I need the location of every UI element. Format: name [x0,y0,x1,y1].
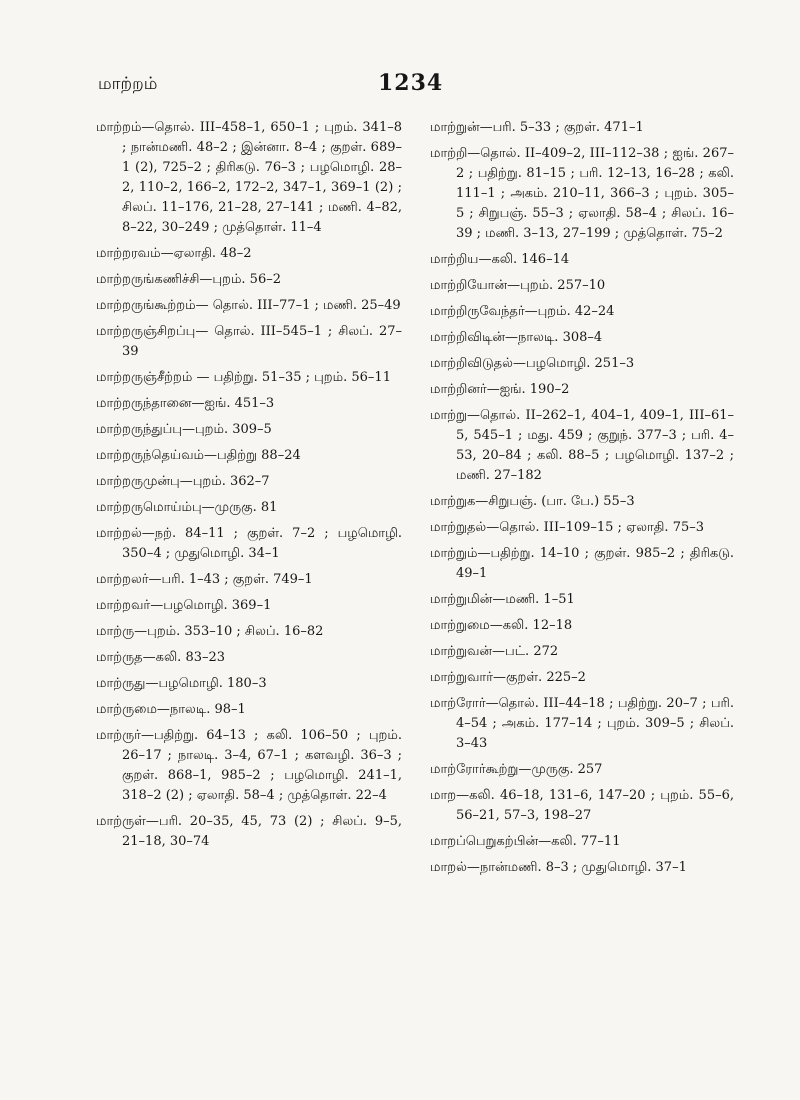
entry-references: —தொல். III–109–15 ; ஏலாதி. 75–3 [486,520,705,535]
entry-references: —பழமொழி. 180–3 [145,676,267,691]
entry-references: —பழமொழி. 251–3 [512,356,635,371]
left-column [96,118,402,858]
index-entry [96,648,402,668]
entry-headword: மாற்ருள் [96,814,146,829]
entry-references: —பரி. 20–35, 45, 73 (2) ; சிலப். 9–5, 21–18, 30–74 [122,814,402,849]
index-entry [96,726,402,806]
entry-headword: மாறப்பெறுகற்பின் [430,834,539,849]
entry-headword: மாற்றிவிடின் [430,330,506,345]
index-entry [96,570,402,590]
entry-headword: மாற்றுதல் [430,520,487,535]
index-entry [430,590,734,610]
entry-headword: மாற்றவர் [96,598,151,613]
entry-headword: மாற்ரோர் [430,696,486,711]
index-entry [430,380,734,400]
entry-references: —புறம். 56–2 [199,272,281,287]
index-entry [430,858,734,878]
entry-headword: மாற்றருஞ்சீற்றம் [96,370,193,385]
entry-references: —பதிற்று. 14–10 ; குறள். 985–2 ; திரிகடு. 49–1 [456,546,734,581]
index-entry [96,700,402,720]
entry-references: —தொல். III–458–1, 650–1 ; புறம். 341–8 ; நான்மணி. 48–2 ; இன்னா. 8–4 ; குறள். 689–1 (2), 725–2 ; திரிகடு. 76–3 ; பழமொழி. 28–2, 110–2, 166–2, 172–2, 347–1, 369–1 (2) ; சிலப். 11–176, 21–28, 27–141 ; மணி. 4–82, 8–22, 30–249 ; முத்தொள். 11–4 [122,120,402,235]
index-entry [96,420,402,440]
index-entry [96,622,402,642]
entry-headword: மாற்றரவம் [96,246,161,261]
entry-headword: மாற்ருத [96,650,143,665]
entry-headword: மாற்றுவார் [430,670,493,685]
index-entry [96,368,402,388]
index-entry [96,812,402,852]
entry-headword: மாற்றருந்தெய்வம் [96,448,204,463]
entry-references: —கலி. 83–23 [142,650,226,665]
entry-references: —தொல். II–262–1, 404–1, 409–1, III–61–5, 545–1 ; மது. 459 ; குறுந். 377–3 ; பரி. 4–53, 20–84 ; கலி. 88–5 ; பழமொழி. 137–2 ; மணி. 27–182 [456,408,734,483]
entry-headword: மாற்றிவிடுதல் [430,356,513,371]
index-entry [96,394,402,414]
entry-headword: மாற்றருங்கணிச்சி [96,272,200,287]
entry-headword: மாற்றருமுன்பு [96,474,180,489]
index-entry [430,760,734,780]
entry-references: —கலி. 77–11 [538,834,621,849]
entry-headword: மாற்ருது [96,676,146,691]
entry-headword: மாற்ரு [96,624,135,639]
entry-headword: மாற்றினர் [430,382,487,397]
entry-headword: மாற்றருஞ்சிறப்பு [96,324,196,339]
entry-references: —புறம். 309–5 [181,422,272,437]
entry-references: —முருகு. 81 [201,500,278,515]
entry-headword: மாற்ருமை [96,702,157,717]
entry-references: —முருகு. 257 [518,762,603,777]
entry-references: —நான்மணி. 8–3 ; முதுமொழி. 37–1 [466,860,687,875]
index-entry [96,472,402,492]
entry-headword: மாற்றியோன் [430,278,508,293]
page-number: 1234 [378,70,444,96]
index-entry [96,674,402,694]
entry-references: —புறம். 353–10 ; சிலப். 16–82 [134,624,324,639]
entry-references: —ஐங். 451–3 [191,396,275,411]
index-entry [430,518,734,538]
entry-references: — தொல். III–545–1 ; சிலப். 27–39 [122,324,402,359]
entry-headword: மாற்றம் [96,120,142,135]
index-entry [430,668,734,688]
entry-headword: மாற்றருமொய்ம்பு [96,500,202,515]
entry-headword: மாற்ரோர்கூற்று [430,762,519,777]
entry-references: —பரி. 1–43 ; குறள். 749–1 [148,572,313,587]
index-entry [430,354,734,374]
entry-references: —புறம். 42–24 [524,304,615,319]
entry-headword: மாற்றுமின் [430,592,493,607]
entry-references: —கலி. 12–18 [489,618,573,633]
entry-references: —கலி. 146–14 [478,252,570,267]
entry-headword: மாற்றருந்துப்பு [96,422,182,437]
index-entry [430,118,734,138]
index-entry [430,492,734,512]
right-column [430,118,734,884]
entry-references: —நாலடி. 308–4 [505,330,603,345]
entry-headword: மாற்றருந்தானை [96,396,192,411]
index-entry [430,302,734,322]
index-entry [430,276,734,296]
index-entry [430,144,734,244]
entry-headword: மாற [430,788,457,803]
entry-headword: மாற்று [430,408,467,423]
entry-references: — பதிற்று. 51–35 ; புறம். 56–11 [192,370,391,385]
entry-headword: மாற்றுன் [430,120,480,135]
entry-references: —ஐங். 190–2 [486,382,570,397]
index-entry [96,446,402,466]
entry-headword: மாற்றிருவேந்தர் [430,304,525,319]
entry-references: —தொல். III–44–18 ; பதிற்று. 20–7 ; பரி. 4–54 ; அகம். 177–14 ; புறம். 309–5 ; சிலப். 3–43 [456,696,734,751]
index-entry [96,270,402,290]
index-entry [430,694,734,754]
entry-references: —புறம். 362–7 [179,474,270,489]
index-entry [430,642,734,662]
entry-references: —பதிற்று. 64–13 ; கலி. 106–50 ; புறம். 26–17 ; நாலடி. 3–4, 67–1 ; களவழி. 36–3 ; குறள். 868–1, 985–2 ; பழமொழி. 241–1, 318–2 (2) ; ஏலாதி. 58–4 ; முத்தொள். 22–4 [122,728,402,803]
entry-references: —ஏலாதி. 48–2 [160,246,252,261]
entry-headword: மாறல் [430,860,467,875]
entry-references: —நற். 84–11 ; குறள். 7–2 ; பழமொழி. 350–4 ; முதுமொழி. 34–1 [122,526,402,561]
index-entry [96,498,402,518]
running-header-word: மாற்றம் [98,74,158,94]
index-entry [430,406,734,486]
entry-references: —குறள். 225–2 [493,670,586,685]
index-entry [430,832,734,852]
entry-references: —மணி. 1–51 [492,592,575,607]
entry-references: —பரி. 5–33 ; குறள். 471–1 [479,120,644,135]
index-entry [430,250,734,270]
index-entry [430,544,734,584]
entry-headword: மாற்றுக [430,494,476,509]
index-entry [96,244,402,264]
entry-headword: மாற்றுமை [430,618,490,633]
entry-references: —பட். 272 [492,644,559,659]
index-entry [96,524,402,564]
entry-references: — தொல். III–77–1 ; மணி. 25–49 [195,298,401,313]
entry-headword: மாற்றலர் [96,572,149,587]
index-entry [430,616,734,636]
index-entry [96,296,402,316]
index-entry [96,118,402,238]
entry-references: —புறம். 257–10 [507,278,606,293]
entry-headword: மாற்றிய [430,252,479,267]
entry-references: —பழமொழி. 369–1 [150,598,272,613]
index-entry [96,322,402,362]
entry-headword: மாற்றும் [430,546,478,561]
entry-references: —கலி. 46–18, 131–6, 147–20 ; புறம். 55–6, 56–21, 57–3, 198–27 [456,788,734,823]
entry-headword: மாற்றருங்கூற்றம் [96,298,196,313]
index-entry [430,328,734,348]
entry-headword: மாற்றல் [96,526,142,541]
entry-headword: மாற்றுவன் [430,644,493,659]
entry-references: —தொல். II–409–2, III–112–38 ; ஐங். 267–2 ; பதிற்று. 81–15 ; பரி. 12–13, 16–28 ; கலி. 111–1 ; அகம். 210–11, 366–3 ; புறம். 305–5 ; சிறுபஞ். 55–3 ; ஏலாதி. 58–4 ; சிலப். 16–39 ; மணி. 3–13, 27–199 ; முத்தொள். 75–2 [456,146,734,241]
entry-references: —பதிற்று 88–24 [203,448,301,463]
entry-references: —நாலடி. 98–1 [156,702,246,717]
entry-headword: மாற்றி [430,146,468,161]
index-entry [96,596,402,616]
entry-references: —சிறுபஞ். (பா. பே.) 55–3 [475,494,635,509]
index-entry [430,786,734,826]
entry-headword: மாற்ருர் [96,728,141,743]
